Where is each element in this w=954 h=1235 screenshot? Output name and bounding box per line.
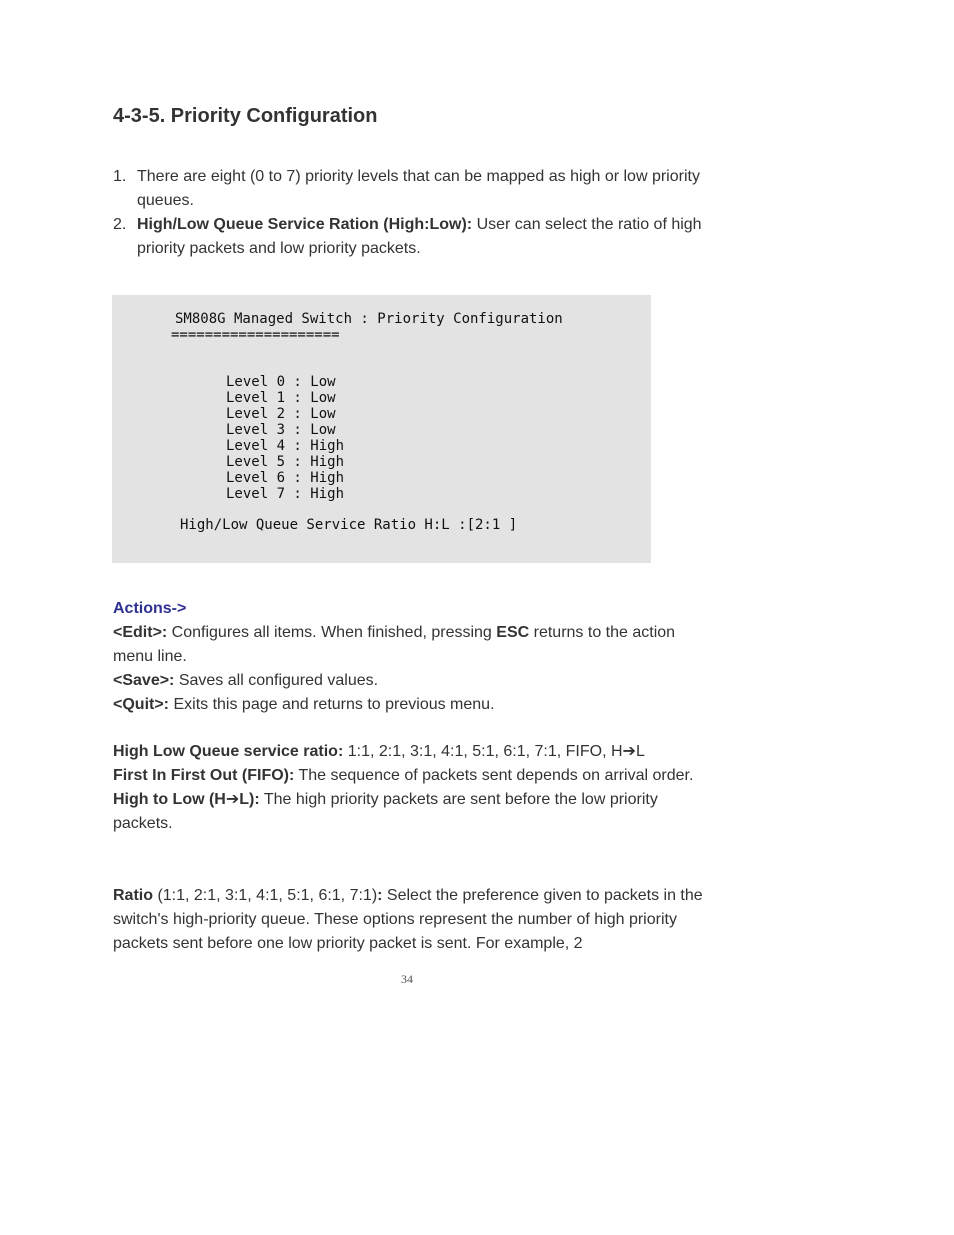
save-text: Saves all configured values. bbox=[174, 672, 379, 689]
edit-text: Configures all items. When finished, pressing bbox=[167, 624, 497, 641]
fifo-text: The sequence of packets sent depends on arrival order. bbox=[294, 767, 694, 784]
queue-ratio-end: L bbox=[635, 743, 645, 760]
priority-level-2: Level 2 : Low bbox=[226, 406, 336, 422]
fifo-key: First In First Out (FIFO): bbox=[113, 767, 295, 784]
right-arrow-icon: ➔ bbox=[225, 791, 240, 808]
list-text: There are eight (0 to 7) priority levels that can be mapped as high or low priority queues. bbox=[137, 168, 700, 209]
terminal-title: SM808G Managed Switch : Priority Configuration bbox=[175, 311, 563, 327]
htl-text: The high priority packets are sent before the low priority packets. bbox=[113, 791, 658, 832]
priority-level-7: Level 7 : High bbox=[226, 486, 345, 502]
queue-ratio-key: High Low Queue service ratio: bbox=[113, 743, 344, 760]
htl-key-end: L): bbox=[239, 791, 260, 808]
page-number: 34 bbox=[401, 972, 413, 986]
action-edit bbox=[113, 621, 713, 669]
list-bold-term: High/Low Queue Service Ration (High:Low): bbox=[137, 216, 473, 233]
list-number: 1. bbox=[113, 168, 127, 185]
queue-ratio-line bbox=[113, 740, 713, 764]
priority-level-5: Level 5 : High bbox=[226, 454, 345, 470]
actions-heading: Actions-> bbox=[113, 600, 187, 617]
fifo-line bbox=[113, 764, 713, 788]
quit-key: <Quit>: bbox=[113, 696, 170, 713]
list-item bbox=[113, 165, 713, 213]
actions-section bbox=[113, 597, 713, 717]
terminal-screenshot bbox=[112, 295, 651, 563]
priority-level-3: Level 3 : Low bbox=[226, 422, 336, 438]
priority-level-6: Level 6 : High bbox=[226, 470, 345, 486]
htl-key: High to Low (H bbox=[113, 791, 226, 808]
priority-levels bbox=[226, 374, 344, 502]
ratio-text: Select the preference given to packets in the switch's high-priority queue. These options represent the number of high priority packets sent before one low priority packet is sent. For example, 2 bbox=[113, 887, 703, 952]
action-save bbox=[113, 669, 713, 693]
terminal-ratio-line: High/Low Queue Service Ratio H:L :[2:1 ] bbox=[180, 517, 518, 533]
priority-level-4: Level 4 : High bbox=[226, 438, 345, 454]
high-to-low-line bbox=[113, 788, 713, 836]
action-quit bbox=[113, 693, 713, 717]
queue-ratio-section bbox=[113, 740, 713, 836]
list-number: 2. bbox=[113, 216, 127, 233]
section-heading: 4-3-5. Priority Configuration bbox=[113, 105, 378, 127]
ratio-key: Ratio bbox=[113, 887, 153, 904]
intro-list bbox=[113, 165, 713, 261]
ratio-section bbox=[113, 884, 713, 956]
edit-key: <Edit>: bbox=[113, 624, 168, 641]
ratio-colon: : bbox=[377, 887, 383, 904]
esc-key: ESC bbox=[496, 624, 530, 641]
edit-text-end: returns to the action menu line. bbox=[113, 624, 676, 665]
ratio-paragraph bbox=[113, 884, 713, 956]
priority-level-1: Level 1 : Low bbox=[226, 390, 336, 406]
queue-ratio-values: 1:1, 2:1, 3:1, 4:1, 5:1, 6:1, 7:1, FIFO, H bbox=[343, 743, 623, 760]
priority-level-0: Level 0 : Low bbox=[226, 374, 336, 390]
terminal-rule: ==================== bbox=[171, 327, 340, 343]
list-item bbox=[113, 213, 713, 261]
save-key: <Save>: bbox=[113, 672, 175, 689]
list-text: User can select the ratio of high priority packets and low priority packets. bbox=[137, 216, 702, 257]
ratio-values: (1:1, 2:1, 3:1, 4:1, 5:1, 6:1, 7:1) bbox=[153, 887, 378, 904]
quit-text: Exits this page and returns to previous menu. bbox=[169, 696, 495, 713]
right-arrow-icon: ➔ bbox=[622, 743, 636, 760]
